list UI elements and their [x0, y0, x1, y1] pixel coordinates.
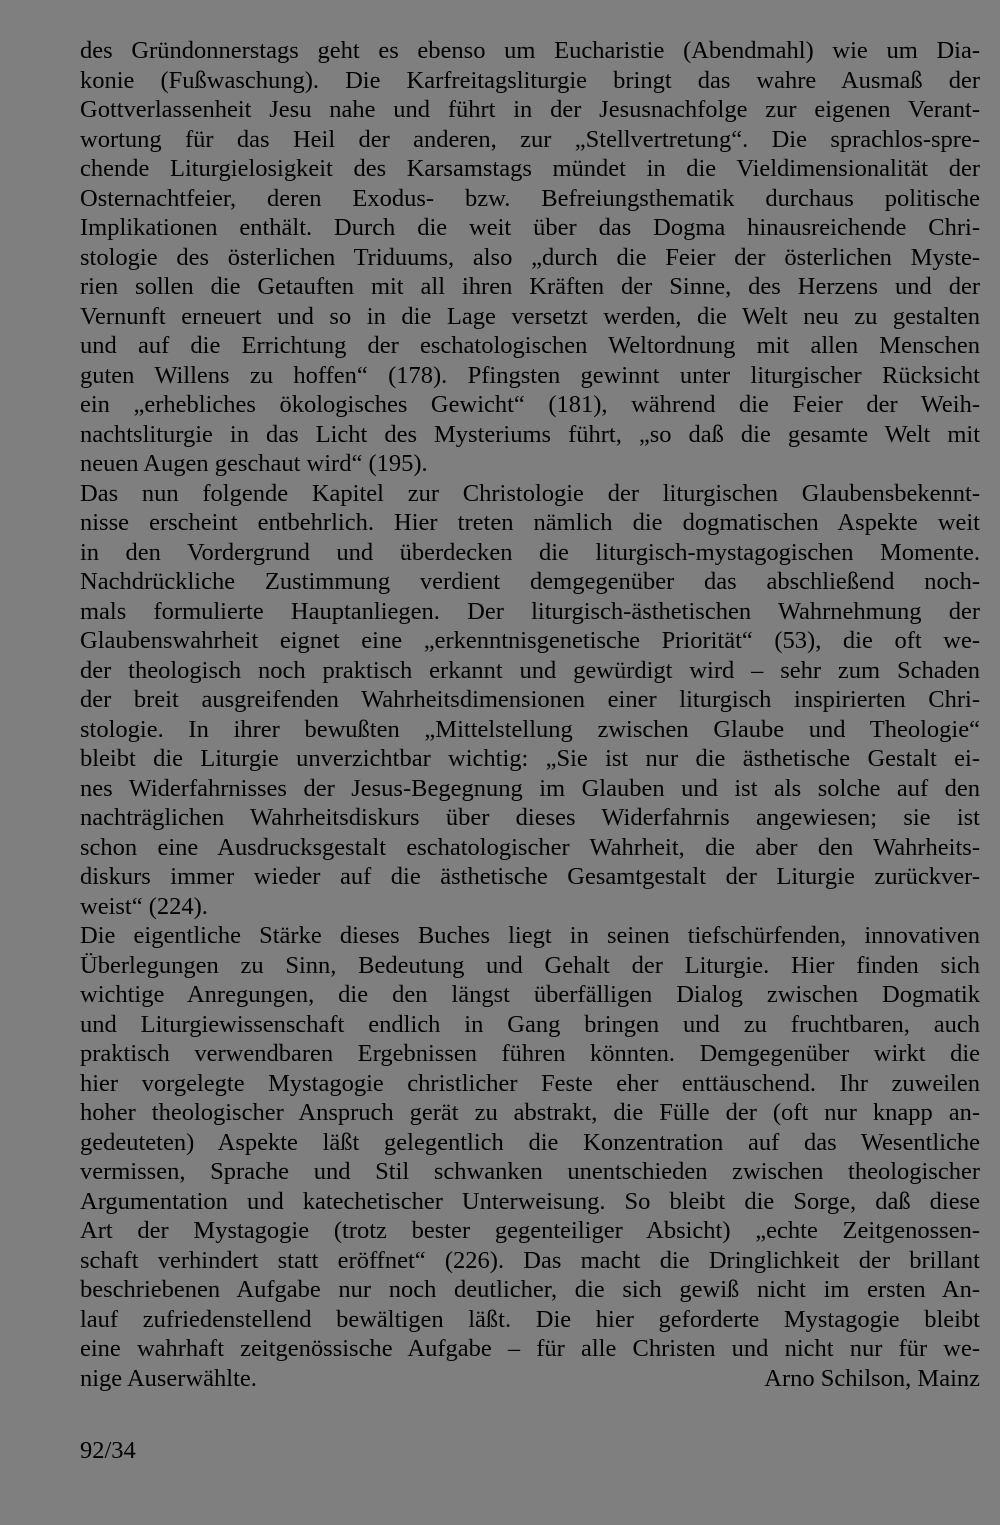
text-line: in den Vordergrund und überdecken die liturgisch-mystagogischen Momente.	[80, 538, 980, 566]
text-line: eine wahrhaft zeitgenössische Aufgabe – für alle Christen und nicht nur für we-	[80, 1335, 980, 1362]
paragraph-1	[80, 36, 980, 479]
text-line: beschriebenen Aufgabe nur noch deutlicher, die sich gewiß nicht im ersten An-	[80, 1276, 980, 1303]
text-line: und auf die Errichtung der eschatologischen Weltordnung mit allen Menschen	[80, 332, 980, 359]
paragraph-2	[80, 479, 980, 922]
text-line: schaft verhindert statt eröffnet“ (226). Das macht die Dringlichkeit der brillant	[80, 1246, 980, 1274]
page-number: 92/34	[80, 1437, 136, 1464]
text-line: rien sollen die Getauften mit all ihren Kräften der Sinne, des Herzens und der	[80, 273, 980, 300]
text-line: chende Liturgielosigkeit des Karsamstags mündet in die Vieldimensionalität der	[80, 155, 980, 182]
text-line: des Gründonnerstags geht es ebenso um Eucharistie (Abendmahl) wie um Dia-	[80, 37, 980, 64]
text-line: konie (Fußwaschung). Die Karfreitagsliturgie bringt das wahre Ausmaß der	[80, 66, 980, 94]
text-line: Das nun folgende Kapitel zur Christologie der liturgischen Glaubensbekennt-	[80, 479, 980, 507]
text-line: und Liturgiewissenschaft endlich in Gang bringen und zu fruchtbaren, auch	[80, 1010, 980, 1038]
text-line: ein „erhebliches ökologisches Gewicht“ (181), während die Feier der Weih-	[80, 391, 980, 418]
text-line: nisse erscheint entbehrlich. Hier treten nämlich die dogmatischen Aspekte weit	[80, 509, 980, 536]
text-line: stologie des österlichen Triduums, also „durch die Feier der österlichen Myste-	[80, 243, 980, 271]
text-line: schon eine Ausdrucksgestalt eschatologischer Wahrheit, die aber den Wahrheits-	[80, 833, 980, 861]
text-line: diskurs immer wieder auf die ästhetische Gesamtgestalt der Liturgie zurückver-	[80, 863, 980, 890]
text-line: hier vorgelegte Mystagogie christlicher Feste eher enttäuschend. Ihr zuweilen	[80, 1069, 980, 1097]
text-line: Glaubenswahrheit eignet eine „erkenntnisgenetische Priorität“ (53), die oft we-	[80, 627, 980, 654]
text-line: vermissen, Sprache und Stil schwanken unentschieden zwischen theologischer	[80, 1158, 980, 1185]
text-line: der breit ausgreifenden Wahrheitsdimensionen einer liturgisch inspirierten Chri-	[80, 686, 980, 713]
paragraph-3	[80, 921, 980, 1393]
text-line: hoher theologischer Anspruch gerät zu abstrakt, die Fülle der (oft nur knapp an-	[80, 1099, 980, 1126]
text-line: Gottverlassenheit Jesu nahe und führt in der Jesusnachfolge zur eigenen Verant-	[80, 96, 980, 123]
text-line: wortung für das Heil der anderen, zur „Stellvertretung“. Die sprachlos-spre-	[80, 125, 980, 153]
text-line: Überlegungen zu Sinn, Bedeutung und Gehalt der Liturgie. Hier finden sich	[80, 951, 980, 979]
review-text-body	[80, 36, 980, 1393]
text-line: gedeuteten) Aspekte läßt gelegentlich die Konzentration auf das Wesentliche	[80, 1128, 980, 1156]
text-line: neuen Augen geschaut wird“ (195).	[80, 450, 428, 477]
text-line: nige Auserwählte.	[80, 1364, 257, 1392]
text-line: praktisch verwendbaren Ergebnissen führen könnten. Demgegenüber wirkt die	[80, 1040, 980, 1067]
text-line: Die eigentliche Stärke dieses Buches liegt in seinen tiefschürfenden, innovativen	[80, 922, 980, 949]
text-line: Nachdrückliche Zustimmung verdient demgegenüber das abschließend noch-	[80, 568, 980, 595]
text-line: Implikationen enthält. Durch die weit über das Dogma hinausreichende Chri-	[80, 214, 980, 241]
text-line: stologie. In ihrer bewußten „Mittelstellung zwischen Glaube und Theologie“	[80, 715, 980, 743]
text-line: weist“ (224).	[80, 892, 208, 920]
closing-line	[80, 1364, 980, 1394]
text-line: lauf zufriedenstellend bewältigen läßt. Die hier geforderte Mystagogie bleibt	[80, 1305, 980, 1333]
text-line: guten Willens zu hoffen“ (178). Pfingsten gewinnt unter liturgischer Rücksicht	[80, 361, 980, 389]
text-line: Argumentation und katechetischer Unterweisung. So bleibt die Sorge, daß diese	[80, 1187, 980, 1215]
text-line: nes Widerfahrnisses der Jesus-Begegnung im Glauben und ist als solche auf den	[80, 774, 980, 802]
text-line: Osternachtfeier, deren Exodus- bzw. Befreiungsthematik durchaus politische	[80, 184, 980, 212]
text-line: nachtsliturgie in das Licht des Mysteriums führt, „so daß die gesamte Welt mit	[80, 420, 980, 448]
text-line: Art der Mystagogie (trotz bester gegenteiliger Absicht) „echte Zeitgenossen-	[80, 1217, 980, 1244]
text-line: Vernunft erneuert und so in die Lage versetzt werden, die Welt neu zu gestalten	[80, 302, 980, 330]
text-line: wichtige Anregungen, die den längst überfälligen Dialog zwischen Dogmatik	[80, 981, 980, 1008]
text-line: nachträglichen Wahrheitsdiskurs über dieses Widerfahrnis angewiesen; sie ist	[80, 804, 980, 831]
text-line: mals formulierte Hauptanliegen. Der liturgisch-ästhetischen Wahrnehmung der	[80, 597, 980, 625]
text-line: bleibt die Liturgie unverzichtbar wichtig: „Sie ist nur die ästhetische Gestalt ei-	[80, 745, 980, 772]
text-line: der theologisch noch praktisch erkannt und gewürdigt wird – sehr zum Schaden	[80, 656, 980, 684]
author-signature: Arno Schilson, Mainz	[764, 1364, 980, 1392]
